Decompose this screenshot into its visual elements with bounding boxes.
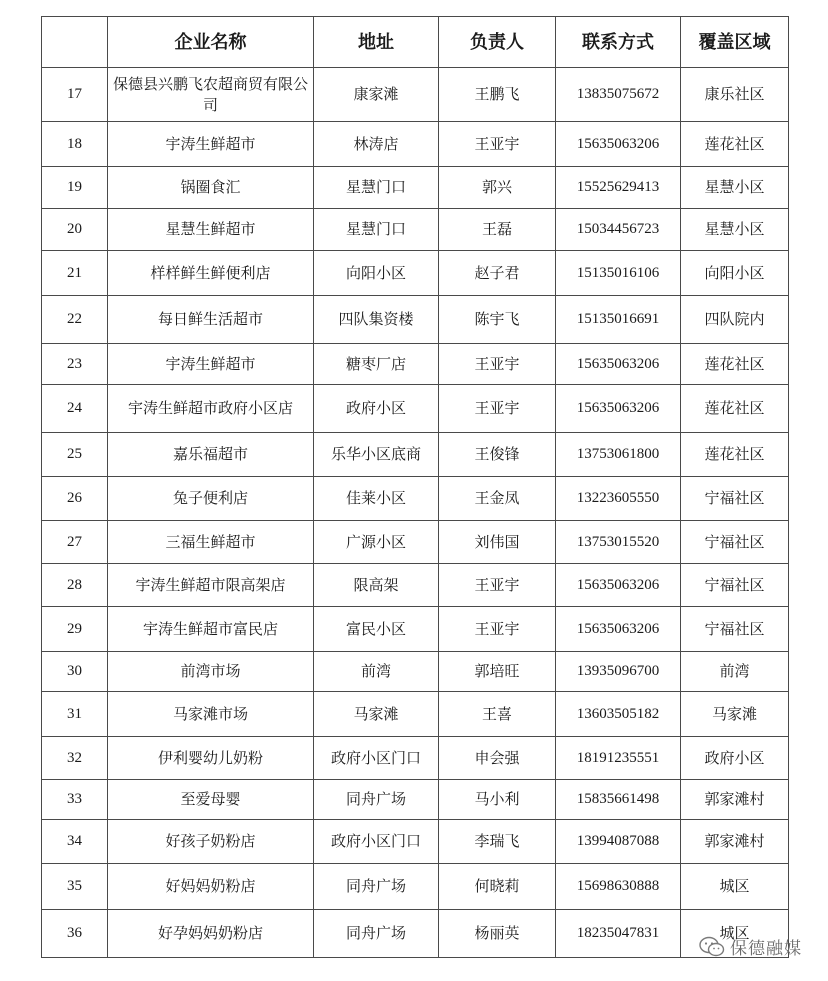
address-cell: 广源小区 xyxy=(314,521,439,564)
phone-cell: 13994087088 xyxy=(556,820,681,864)
contact-person-cell: 李瑞飞 xyxy=(439,820,556,864)
contact-person-cell: 赵子君 xyxy=(439,251,556,296)
coverage-area-cell: 郭家滩村 xyxy=(681,820,789,864)
phone-cell: 15525629413 xyxy=(556,167,681,209)
table-row xyxy=(42,820,789,864)
company-name-cell: 好妈妈奶粉店 xyxy=(108,864,314,910)
header-index xyxy=(42,17,108,68)
row-index-cell: 33 xyxy=(42,780,108,820)
contact-person-cell: 陈宇飞 xyxy=(439,296,556,344)
company-name-cell: 好孩子奶粉店 xyxy=(108,820,314,864)
coverage-area-cell: 星慧小区 xyxy=(681,167,789,209)
contact-person-cell: 郭培旺 xyxy=(439,652,556,692)
address-cell: 康家滩 xyxy=(314,68,439,122)
header-company-name: 企业名称 xyxy=(108,17,314,68)
table-row xyxy=(42,864,789,910)
coverage-area-cell: 宁福社区 xyxy=(681,521,789,564)
address-cell: 限高架 xyxy=(314,564,439,607)
table-row xyxy=(42,477,789,521)
row-index-cell: 30 xyxy=(42,652,108,692)
row-index-cell: 22 xyxy=(42,296,108,344)
table-row xyxy=(42,607,789,652)
address-cell: 向阳小区 xyxy=(314,251,439,296)
table-row xyxy=(42,251,789,296)
phone-cell: 15635063206 xyxy=(556,344,681,385)
coverage-area-cell: 郭家滩村 xyxy=(681,780,789,820)
table-row xyxy=(42,652,789,692)
row-index-cell: 36 xyxy=(42,910,108,958)
contact-person-cell: 王亚宇 xyxy=(439,564,556,607)
phone-cell: 13835075672 xyxy=(556,68,681,122)
coverage-area-cell: 星慧小区 xyxy=(681,209,789,251)
address-cell: 乐华小区底商 xyxy=(314,433,439,477)
company-name-cell: 宇涛生鲜超市政府小区店 xyxy=(108,385,314,433)
phone-cell: 15635063206 xyxy=(556,564,681,607)
row-index-cell: 21 xyxy=(42,251,108,296)
company-name-cell: 样样鲜生鲜便利店 xyxy=(108,251,314,296)
address-cell: 马家滩 xyxy=(314,692,439,737)
header-row xyxy=(42,17,789,68)
row-index-cell: 23 xyxy=(42,344,108,385)
contact-person-cell: 王俊锋 xyxy=(439,433,556,477)
address-cell: 同舟广场 xyxy=(314,780,439,820)
phone-cell: 18235047831 xyxy=(556,910,681,958)
contact-person-cell: 王鹏飞 xyxy=(439,68,556,122)
phone-cell: 15835661498 xyxy=(556,780,681,820)
address-cell: 政府小区 xyxy=(314,385,439,433)
coverage-area-cell: 城区 xyxy=(681,864,789,910)
address-cell: 政府小区门口 xyxy=(314,737,439,780)
phone-cell: 15135016691 xyxy=(556,296,681,344)
row-index-cell: 20 xyxy=(42,209,108,251)
contact-person-cell: 王亚宇 xyxy=(439,385,556,433)
coverage-area-cell: 康乐社区 xyxy=(681,68,789,122)
company-name-cell: 宇涛生鲜超市富民店 xyxy=(108,607,314,652)
table-row xyxy=(42,344,789,385)
contact-person-cell: 何晓莉 xyxy=(439,864,556,910)
table-row xyxy=(42,692,789,737)
header-coverage-area: 覆盖区域 xyxy=(681,17,789,68)
merchant-table xyxy=(41,16,789,958)
contact-person-cell: 王亚宇 xyxy=(439,122,556,167)
coverage-area-cell: 宁福社区 xyxy=(681,607,789,652)
company-name-cell: 三福生鲜超市 xyxy=(108,521,314,564)
row-index-cell: 31 xyxy=(42,692,108,737)
contact-person-cell: 王喜 xyxy=(439,692,556,737)
table-row xyxy=(42,564,789,607)
company-name-cell: 前湾市场 xyxy=(108,652,314,692)
row-index-cell: 18 xyxy=(42,122,108,167)
row-index-cell: 25 xyxy=(42,433,108,477)
phone-cell: 13935096700 xyxy=(556,652,681,692)
phone-cell: 13753015520 xyxy=(556,521,681,564)
phone-cell: 18191235551 xyxy=(556,737,681,780)
phone-cell: 15635063206 xyxy=(556,122,681,167)
coverage-area-cell: 莲花社区 xyxy=(681,433,789,477)
company-name-cell: 至爱母婴 xyxy=(108,780,314,820)
table-row xyxy=(42,122,789,167)
table-row xyxy=(42,209,789,251)
phone-cell: 15635063206 xyxy=(556,385,681,433)
contact-person-cell: 王金凤 xyxy=(439,477,556,521)
address-cell: 林涛店 xyxy=(314,122,439,167)
address-cell: 星慧门口 xyxy=(314,167,439,209)
coverage-area-cell: 马家滩 xyxy=(681,692,789,737)
watermark xyxy=(699,934,802,959)
table-row xyxy=(42,296,789,344)
company-name-cell: 伊利婴幼儿奶粉 xyxy=(108,737,314,780)
company-name-cell: 宇涛生鲜超市限高架店 xyxy=(108,564,314,607)
company-name-cell: 马家滩市场 xyxy=(108,692,314,737)
table-row xyxy=(42,167,789,209)
address-cell: 政府小区门口 xyxy=(314,820,439,864)
company-name-cell: 宇涛生鲜超市 xyxy=(108,344,314,385)
company-name-cell: 嘉乐福超市 xyxy=(108,433,314,477)
header-contact-person: 负责人 xyxy=(439,17,556,68)
row-index-cell: 34 xyxy=(42,820,108,864)
coverage-area-cell: 城区 xyxy=(681,910,789,958)
phone-cell: 15635063206 xyxy=(556,607,681,652)
phone-cell: 13223605550 xyxy=(556,477,681,521)
wechat-icon xyxy=(699,936,725,958)
table-row xyxy=(42,385,789,433)
company-name-cell: 宇涛生鲜超市 xyxy=(108,122,314,167)
coverage-area-cell: 莲花社区 xyxy=(681,344,789,385)
contact-person-cell: 刘伟国 xyxy=(439,521,556,564)
contact-person-cell: 王亚宇 xyxy=(439,344,556,385)
row-index-cell: 32 xyxy=(42,737,108,780)
company-name-cell: 星慧生鲜超市 xyxy=(108,209,314,251)
company-name-cell: 兔子便利店 xyxy=(108,477,314,521)
contact-person-cell: 杨丽英 xyxy=(439,910,556,958)
row-index-cell: 19 xyxy=(42,167,108,209)
row-index-cell: 24 xyxy=(42,385,108,433)
coverage-area-cell: 前湾 xyxy=(681,652,789,692)
phone-cell: 15135016106 xyxy=(556,251,681,296)
phone-cell: 15698630888 xyxy=(556,864,681,910)
address-cell: 星慧门口 xyxy=(314,209,439,251)
row-index-cell: 27 xyxy=(42,521,108,564)
address-cell: 同舟广场 xyxy=(314,864,439,910)
coverage-area-cell: 宁福社区 xyxy=(681,477,789,521)
contact-person-cell: 申会强 xyxy=(439,737,556,780)
contact-person-cell: 马小利 xyxy=(439,780,556,820)
coverage-area-cell: 向阳小区 xyxy=(681,251,789,296)
header-address: 地址 xyxy=(314,17,439,68)
contact-person-cell: 郭兴 xyxy=(439,167,556,209)
contact-person-cell: 王磊 xyxy=(439,209,556,251)
phone-cell: 13603505182 xyxy=(556,692,681,737)
address-cell: 四队集资楼 xyxy=(314,296,439,344)
company-name-cell: 保德县兴鹏飞农超商贸有限公司 xyxy=(108,68,314,122)
row-index-cell: 28 xyxy=(42,564,108,607)
company-name-cell: 好孕妈妈奶粉店 xyxy=(108,910,314,958)
header-phone: 联系方式 xyxy=(556,17,681,68)
company-name-cell: 锅圈食汇 xyxy=(108,167,314,209)
table-row xyxy=(42,780,789,820)
table-row xyxy=(42,433,789,477)
coverage-area-cell: 四队院内 xyxy=(681,296,789,344)
coverage-area-cell: 莲花社区 xyxy=(681,122,789,167)
table-row xyxy=(42,737,789,780)
address-cell: 同舟广场 xyxy=(314,910,439,958)
address-cell: 富民小区 xyxy=(314,607,439,652)
table-row xyxy=(42,521,789,564)
row-index-cell: 17 xyxy=(42,68,108,122)
table-row xyxy=(42,68,789,122)
row-index-cell: 26 xyxy=(42,477,108,521)
address-cell: 糖枣厂店 xyxy=(314,344,439,385)
watermark-text: 保德融媒 xyxy=(730,939,802,959)
address-cell: 佳莱小区 xyxy=(314,477,439,521)
phone-cell: 13753061800 xyxy=(556,433,681,477)
coverage-area-cell: 莲花社区 xyxy=(681,385,789,433)
coverage-area-cell: 政府小区 xyxy=(681,737,789,780)
phone-cell: 15034456723 xyxy=(556,209,681,251)
contact-person-cell: 王亚宇 xyxy=(439,607,556,652)
table-row xyxy=(42,910,789,958)
address-cell: 前湾 xyxy=(314,652,439,692)
row-index-cell: 35 xyxy=(42,864,108,910)
company-name-cell: 每日鲜生活超市 xyxy=(108,296,314,344)
coverage-area-cell: 宁福社区 xyxy=(681,564,789,607)
row-index-cell: 29 xyxy=(42,607,108,652)
